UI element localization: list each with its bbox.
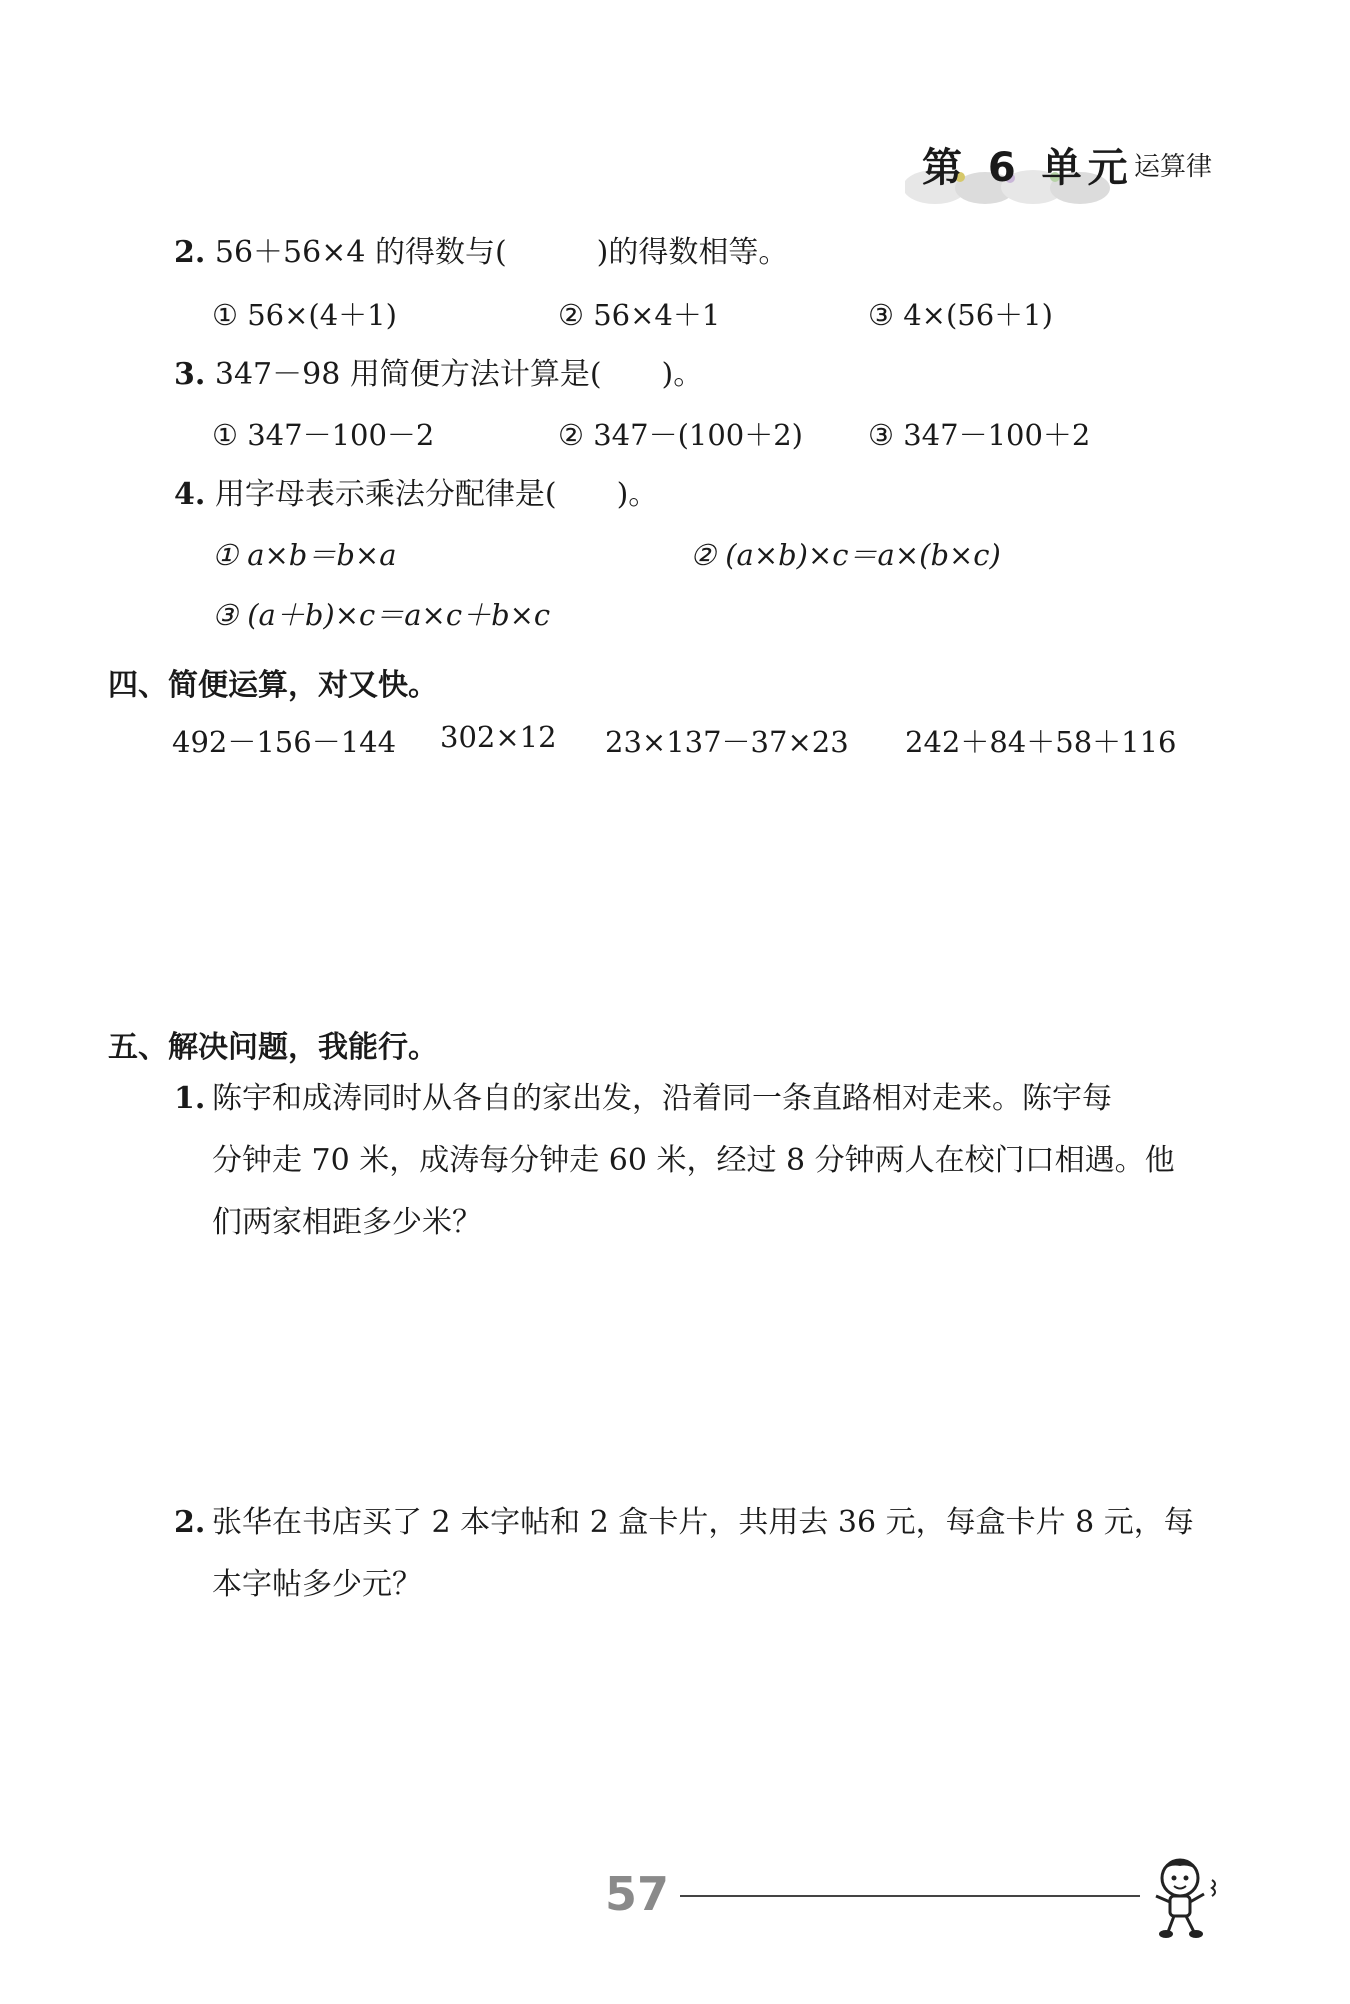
section-5-title: 五、解决问题，我能行。 [108,1030,438,1065]
question-2-option-2: ② 56×4＋1 [558,298,721,332]
question-3-option-2: ② 347－(100＋2) [558,418,803,452]
question-2-option-3: ③ 4×(56＋1) [868,298,1053,332]
page-number: 57 [605,1867,670,1921]
problem-1-line-3: 们两家相距多少米？ [212,1205,482,1240]
cartoon-mascot-icon [1140,1850,1230,1940]
problem-2-line-1: 张华在书店买了 2 本字帖和 2 盒卡片，共用去 36 元，每盒卡片 8 元，每 [212,1505,1194,1540]
question-number: 4. [174,477,206,512]
problem-2-number: 2. [174,1505,206,1540]
question-number: 2. [174,235,206,270]
problem-1-number: 1. [174,1081,206,1116]
unit-topic: 运算律 [1134,152,1213,182]
question-4-option-1: ① a×b＝b×a [212,538,397,572]
unit-heading [910,140,1134,196]
question-3-option-3: ③ 347－100＋2 [868,418,1091,452]
problem-1-line-1: 陈宇和成涛同时从各自的家出发，沿着同一条直路相对走来。陈宇每 [212,1081,1112,1116]
question-3-option-1: ① 347－100－2 [212,418,435,452]
question-4 [174,475,658,515]
calc-problem-4: 242＋84＋58＋116 [905,725,1177,759]
problem-2-line-2: 本字帖多少元？ [212,1567,422,1602]
question-4-option-2: ② (a×b)×c＝a×(b×c) [690,538,1001,572]
question-stem: 用字母表示乘法分配律是( )。 [214,477,659,512]
question-2 [174,233,788,273]
calc-problem-3: 23×137－37×23 [605,725,849,759]
question-2-option-1: ① 56×(4＋1) [212,298,397,332]
unit-label: 第 6 单元 [922,145,1134,191]
calc-problem-2: 302×12 [440,720,557,754]
question-3 [174,355,703,395]
question-number: 3. [174,357,206,392]
section-4-title: 四、简便运算，对又快。 [108,668,438,703]
question-4-option-3: ③ (a＋b)×c＝a×c＋b×c [212,598,551,632]
problem-1-line-2: 分钟走 70 米，成涛每分钟走 60 米，经过 8 分钟两人在校门口相遇。他 [212,1143,1175,1178]
calc-problem-1: 492－156－144 [172,725,397,759]
question-stem: 56＋56×4 的得数与( )的得数相等。 [214,235,789,270]
question-stem: 347－98 用简便方法计算是( )。 [214,357,704,392]
footer-divider [680,1895,1140,1897]
